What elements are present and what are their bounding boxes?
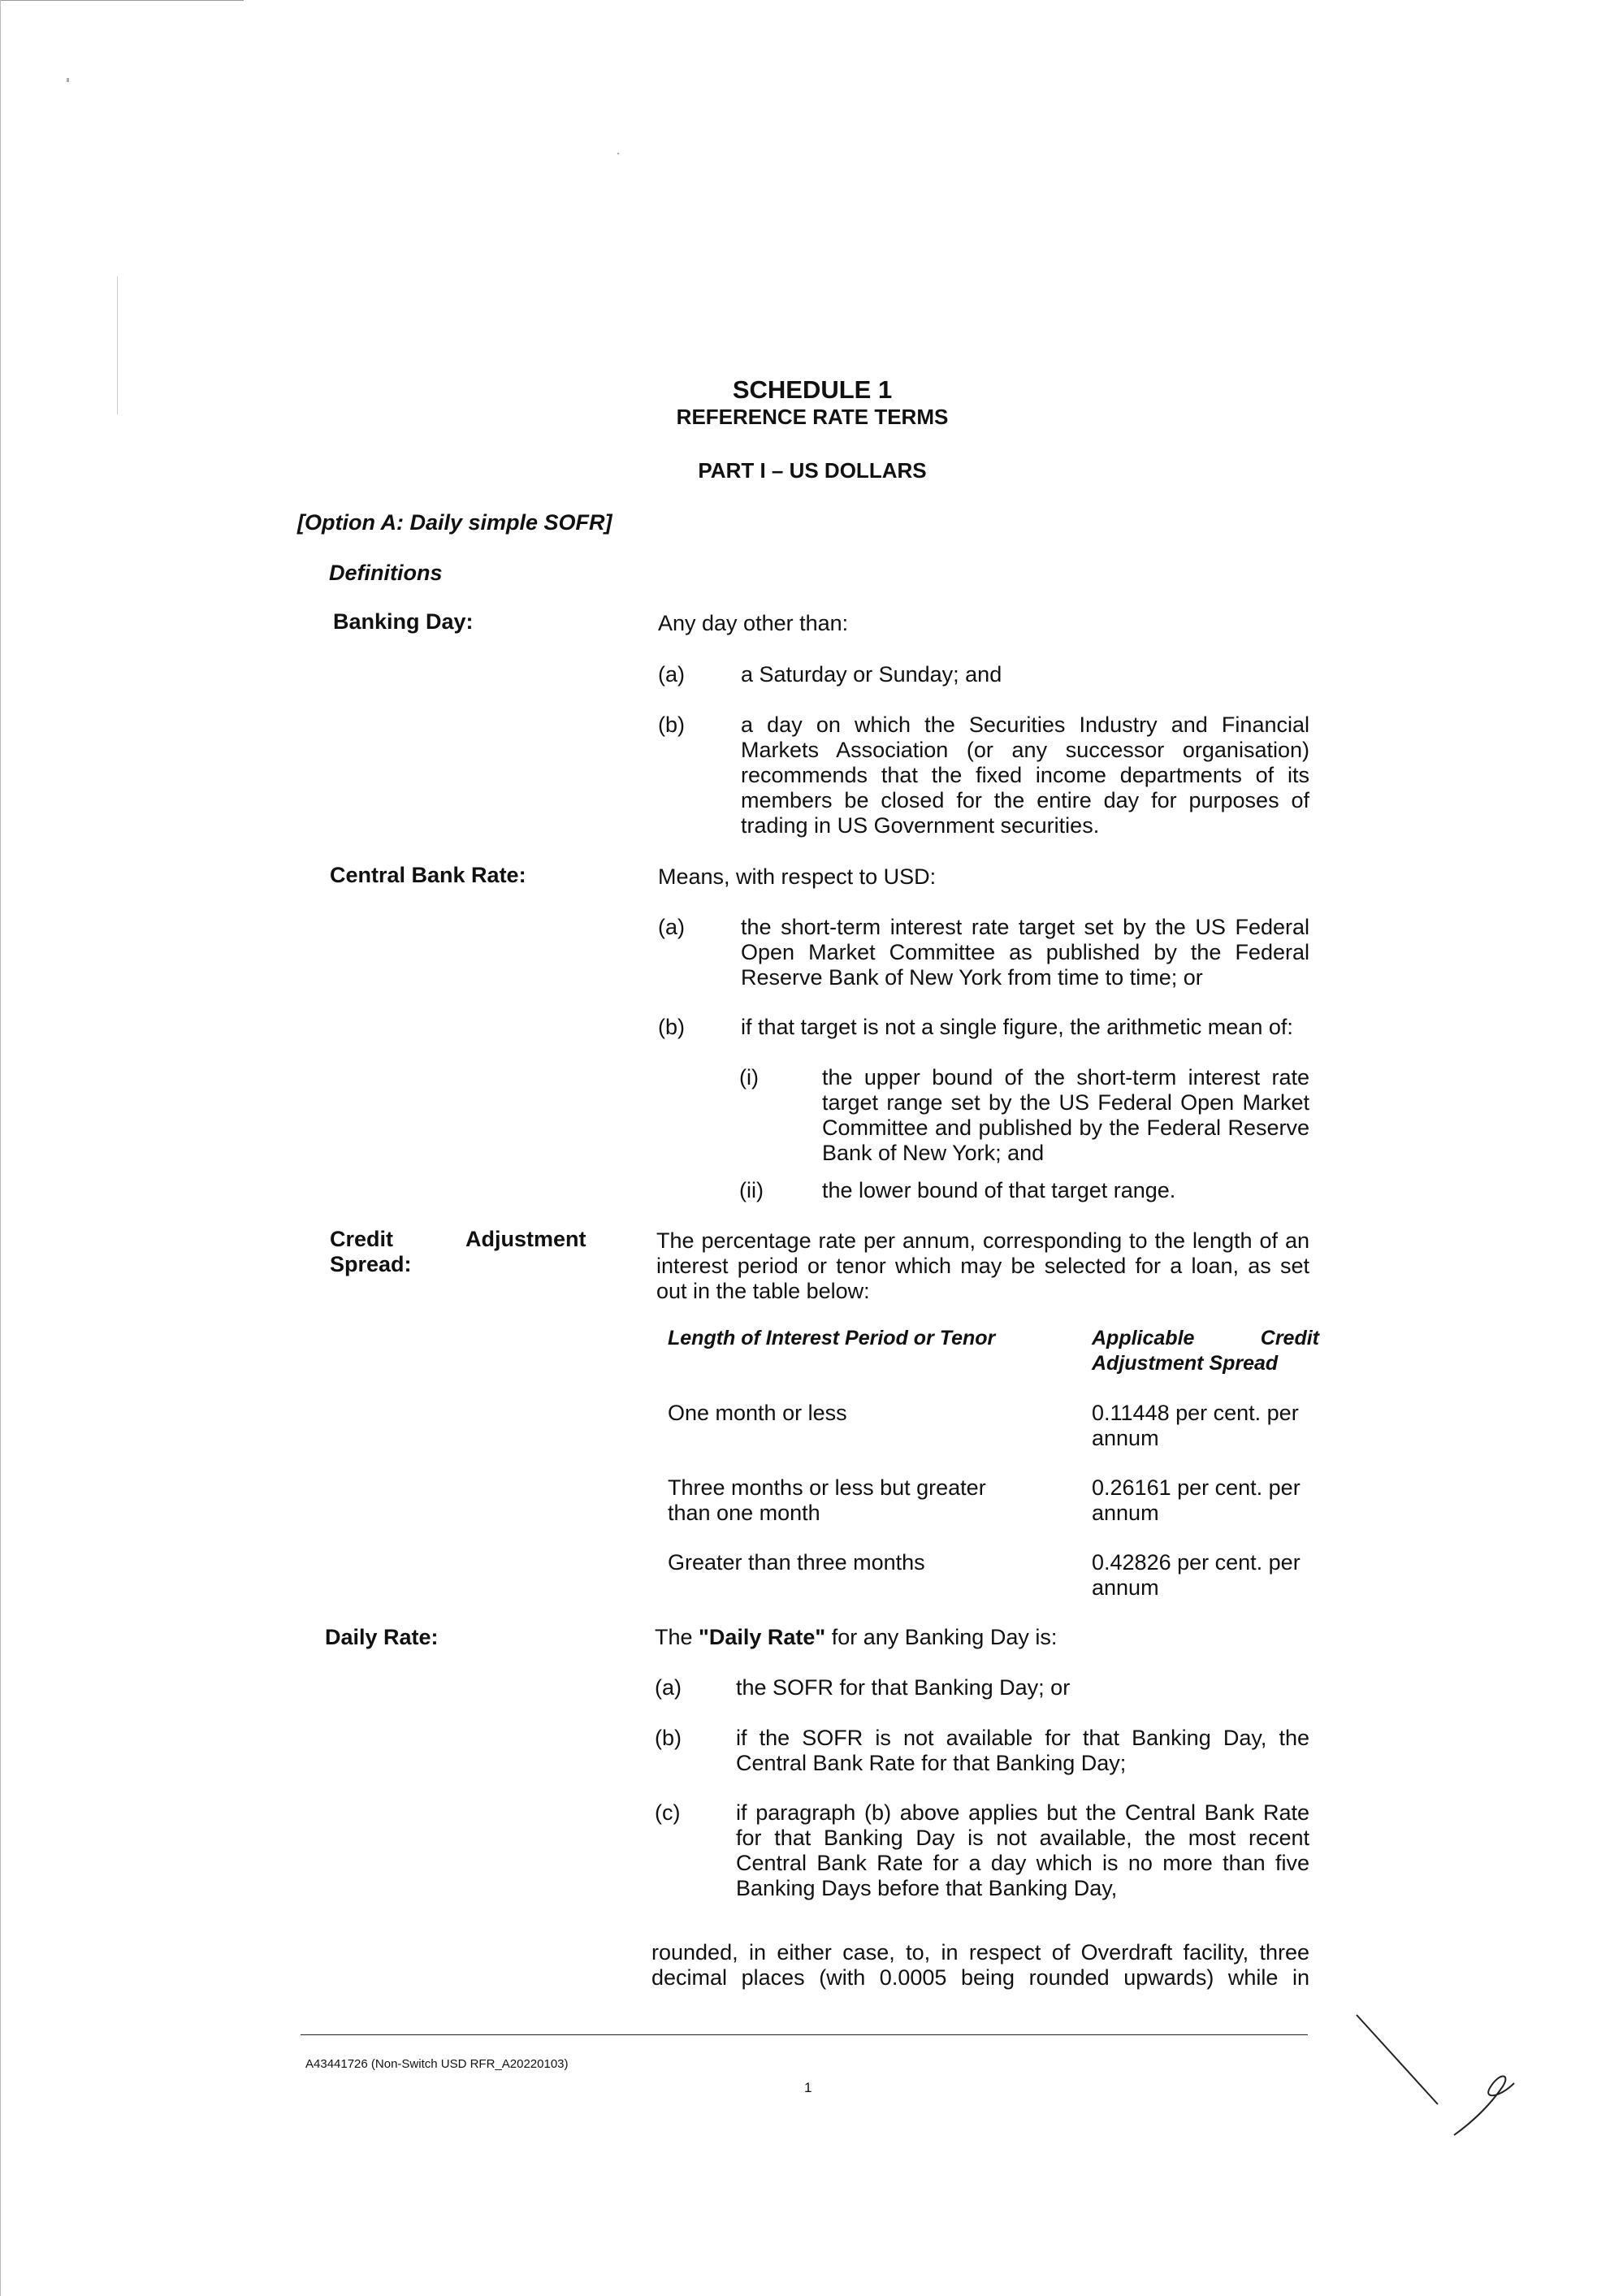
list-item-text: if that target is not a single figure, the arithmetic mean of: [741, 1015, 1293, 1039]
list-marker: (b) [658, 713, 685, 737]
sublist-marker: (ii) [739, 1178, 764, 1202]
scan-edge-top [0, 0, 244, 1]
sublist-item-text: the lower bound of that target range. [822, 1178, 1176, 1202]
list-item-text: the SOFR for that Banking Day; or [736, 1675, 1071, 1700]
scan-speck [67, 78, 69, 82]
definitions-label: Definitions [329, 561, 443, 585]
list-marker: (a) [658, 662, 685, 687]
list-marker: (b) [655, 1726, 682, 1750]
table-header-spread: Applicable Credit Adjustment Spread [1092, 1327, 1319, 1375]
table-cell-tenor: One month or less [668, 1401, 847, 1425]
sublist-marker: (i) [739, 1065, 759, 1090]
schedule-subtitle: REFERENCE RATE TERMS [676, 405, 949, 429]
option-label: [Option A: Daily simple SOFR] [297, 510, 612, 535]
scan-edge-left [0, 0, 1, 2296]
scan-speck [117, 276, 118, 414]
footer-reference: A43441726 (Non-Switch USD RFR_A20220103) [305, 2057, 569, 2071]
schedule-title: SCHEDULE 1 [732, 375, 893, 404]
term-banking-day: Banking Day: [333, 609, 474, 634]
list-marker: (c) [655, 1800, 681, 1825]
table-header-tenor: Length of Interest Period or Tenor [668, 1327, 996, 1349]
central-bank-rate-intro: Means, with respect to USD: [658, 864, 937, 889]
list-marker: (b) [658, 1015, 685, 1039]
daily-rate-intro-post: for any Banking Day is: [825, 1625, 1058, 1649]
sublist-item-text: the upper bound of the short-term interest rate target range set by the US Federal Open Market Committee and published by the Federal Reserve Bank of New York; and [822, 1065, 1309, 1165]
list-marker: (a) [655, 1675, 682, 1700]
table-cell-spread: 0.42826 per cent. per annum [1092, 1550, 1301, 1600]
table-cell-tenor: Three months or less but greater than one month [668, 1475, 986, 1525]
credit-adjustment-spread-intro: The percentage rate per annum, corresponding to the length of an interest period or tenor which may be selected for a loan, as set out in the table below: [656, 1228, 1309, 1303]
daily-rate-intro-bold: "Daily Rate" [699, 1625, 826, 1649]
table-cell-spread: 0.11448 per cent. per annum [1092, 1401, 1299, 1450]
part-heading: PART I – US DOLLARS [698, 458, 927, 483]
term-credit-adjustment-spread-1: Credit [330, 1227, 394, 1251]
table-cell-tenor: Greater than three months [668, 1550, 925, 1575]
banking-day-intro: Any day other than: [658, 611, 849, 635]
page-number: 1 [804, 2080, 812, 2095]
table-cell-spread: 0.26161 per cent. per annum [1092, 1475, 1301, 1525]
list-item-text: a day on which the Securities Industry and Financial Markets Association (or any successor organisation) recommends that the fixed income departments of its members be closed for the entire day for purposes of trading in US Government securities. [741, 713, 1309, 838]
term-central-bank-rate: Central Bank Rate: [330, 863, 526, 887]
scan-speck [617, 153, 619, 154]
handwritten-initial-mark [1340, 1999, 1527, 2145]
term-credit-adjustment-spread-2: Adjustment [465, 1227, 586, 1251]
list-marker: (a) [658, 915, 685, 939]
list-item-text: if the SOFR is not available for that Banking Day, the Central Bank Rate for that Banking Day; [736, 1726, 1309, 1775]
list-item-text: the short-term interest rate target set by the US Federal Open Market Committee as published by the Federal Reserve Bank of New York from time to time; or [741, 915, 1309, 990]
term-credit-adjustment-spread-3: Spread: [330, 1252, 412, 1276]
daily-rate-intro [655, 1625, 1057, 1650]
daily-rate-intro-pre: The [655, 1625, 699, 1649]
list-item-text: if paragraph (b) above applies but the Central Bank Rate for that Banking Day is not available, the most recent Central Bank Rate for a day which is no more than five Banking Days before that Banking Day, [736, 1800, 1309, 1900]
list-item-text: a Saturday or Sunday; and [741, 662, 1002, 687]
term-daily-rate: Daily Rate: [325, 1625, 439, 1649]
daily-rate-closing: rounded, in either case, to, in respect of Overdraft facility, three decimal places (with 0.0005 being rounded upwards) while in [651, 1940, 1309, 1990]
footer-rule [301, 2034, 1308, 2035]
